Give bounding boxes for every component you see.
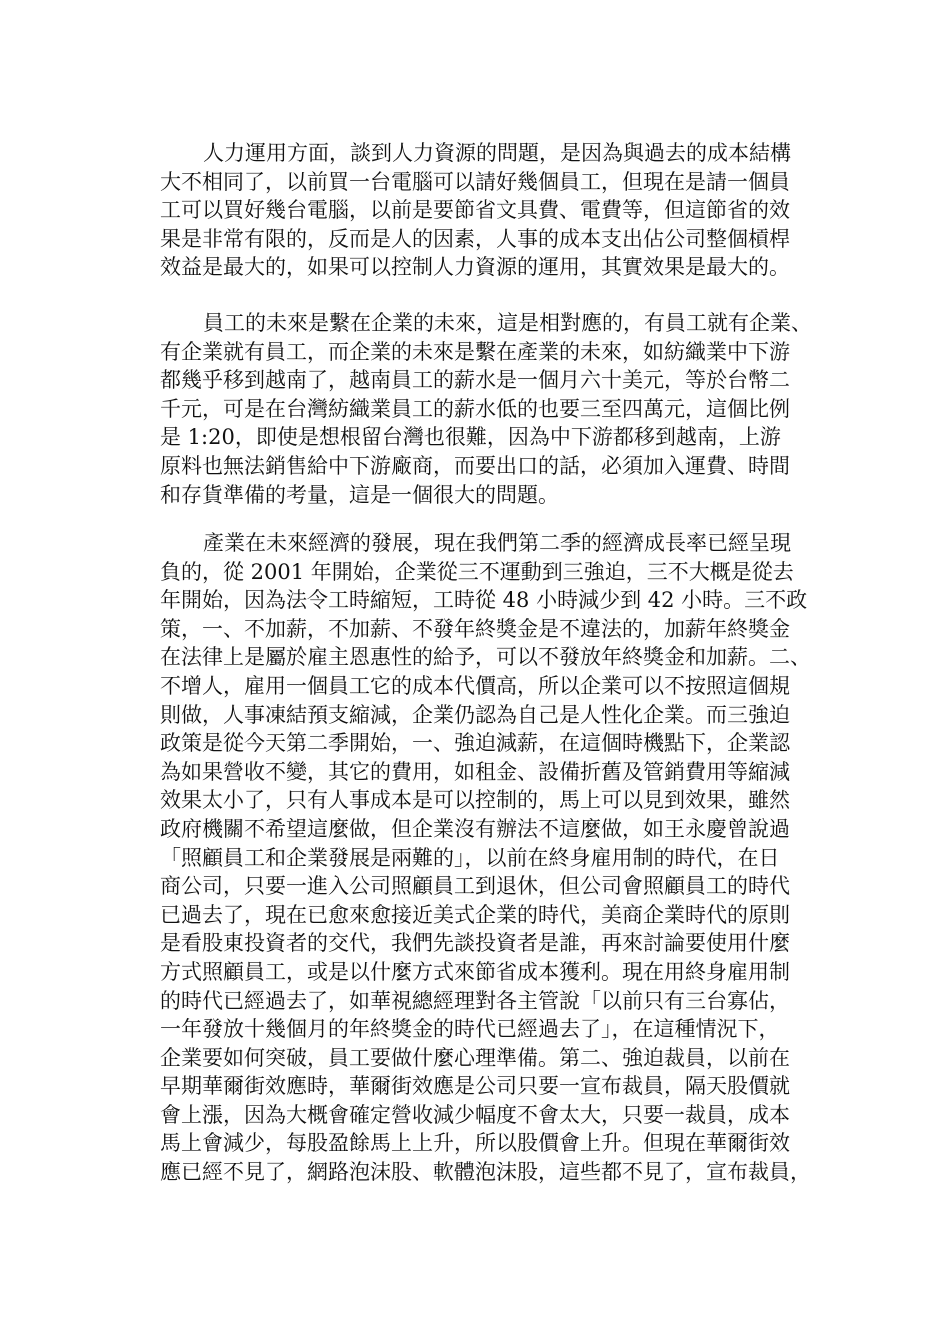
paragraph-line: 商公司，只要一進入公司照顧員工到退休，但公司會照顧員工的時代 (160, 874, 790, 899)
paragraph-line: 不增人，雇用一個員工它的成本代價高，所以企業可以不按照這個規 (160, 673, 790, 698)
paragraph-line: 則做，人事凍結預支縮減，企業仍認為自己是人性化企業。而三強迫 (160, 702, 790, 727)
paragraph-line: 都幾乎移到越南了，越南員工的薪水是一個月六十美元，等於台幣二 (160, 368, 790, 393)
paragraph-3 (160, 529, 860, 1187)
paragraph-2 (160, 309, 860, 509)
paragraph-line: 產業在未來經濟的發展，現在我們第二季的經濟成長率已經呈現 (203, 531, 791, 555)
paragraph-line: 早期華爾街效應時，華爾街效應是公司只要一宣布裁員，隔天股價就 (160, 1074, 790, 1099)
paragraph-line: 員工的未來是繫在企業的未來，這是相對應的，有員工就有企業、 (203, 311, 812, 335)
paragraph-line: 人力運用方面，談到人力資源的問題，是因為與過去的成本結構 (203, 141, 791, 165)
paragraph-line: 方式照顧員工，或是以什麼方式來節省成本獲利。現在用終身雇用制 (160, 959, 790, 984)
paragraph-line: 為如果營收不變，其它的費用，如租金、設備折舊及管銷費用等縮減 (160, 759, 790, 784)
paragraph-line: 有企業就有員工，而企業的未來是繫在產業的未來，如紡織業中下游 (160, 339, 790, 364)
paragraph-line: 和存貨準備的考量，這是一個很大的問題。 (160, 482, 559, 507)
paragraph-line: 一年發放十幾個月的年終獎金的時代已經過去了」，在這種情況下， (160, 1017, 780, 1042)
paragraph-line: 政府機關不希望這麼做，但企業沒有辦法不這麼做，如王永慶曾說過 (160, 816, 790, 841)
paragraph-line: 政策是從今天第二季開始，一、強迫減薪，在這個時機點下，企業認 (160, 731, 790, 756)
paragraph-line: 已過去了，現在已愈來愈接近美式企業的時代，美商企業時代的原則 (160, 902, 790, 927)
paragraph-line: 效益是最大的，如果可以控制人力資源的運用，其實效果是最大的。 (160, 255, 790, 280)
paragraph-line: 策，一、不加薪，不加薪、不發年終獎金是不違法的，加薪年終獎金 (160, 616, 790, 641)
paragraph-1 (160, 139, 860, 282)
paragraph-line: 是 1:20，即使是想根留台灣也很難，因為中下游都移到越南，上游 (160, 425, 781, 450)
paragraph-line: 負的，從 2001 年開始，企業從三不運動到三強迫，三不大概是從去 (160, 559, 794, 584)
paragraph-line: 「照顧員工和企業發展是兩難的」，以前在終身雇用制的時代，在日 (160, 845, 780, 870)
paragraph-line: 在法律上是屬於雇主恩惠性的給予，可以不發放年終獎金和加薪。二、 (160, 645, 811, 670)
paragraph-line: 的時代已經過去了，如華視總經理對各主管說「以前只有三台寡佔， (160, 988, 790, 1013)
paragraph-line: 工可以買好幾台電腦，以前是要節省文具費、電費等，但這節省的效 (160, 198, 790, 223)
paragraph-line: 是看股東投資者的交代，我們先談投資者是誰，再來討論要使用什麼 (160, 931, 790, 956)
paragraph-line: 應已經不見了，網路泡沫股、軟體泡沫股，這些都不見了，宣布裁員， (160, 1160, 811, 1185)
paragraph-line: 年開始，因為法令工時縮短，工時從 48 小時減少到 42 小時。三不政 (160, 588, 808, 613)
paragraph-line: 大不相同了，以前買一台電腦可以請好幾個員工，但現在是請一個員 (160, 169, 790, 194)
paragraph-line: 果是非常有限的，反而是人的因素，人事的成本支出佔公司整個槓桿 (160, 226, 790, 251)
paragraph-line: 千元，可是在台灣紡織業員工的薪水低的也要三至四萬元，這個比例 (160, 396, 790, 421)
paragraph-line: 企業要如何突破，員工要做什麼心理準備。第二、強迫裁員，以前在 (160, 1045, 790, 1070)
paragraph-line: 原料也無法銷售給中下游廠商，而要出口的話，必須加入運費、時間 (160, 453, 790, 478)
paragraph-line: 會上漲，因為大概會確定營收減少幅度不會太大，只要一裁員，成本 (160, 1102, 790, 1127)
paragraph-line: 效果太小了，只有人事成本是可以控制的，馬上可以見到效果，雖然 (160, 788, 790, 813)
paragraph-line: 馬上會減少，每股盈餘馬上上升，所以股價會上升。但現在華爾街效 (160, 1131, 790, 1156)
